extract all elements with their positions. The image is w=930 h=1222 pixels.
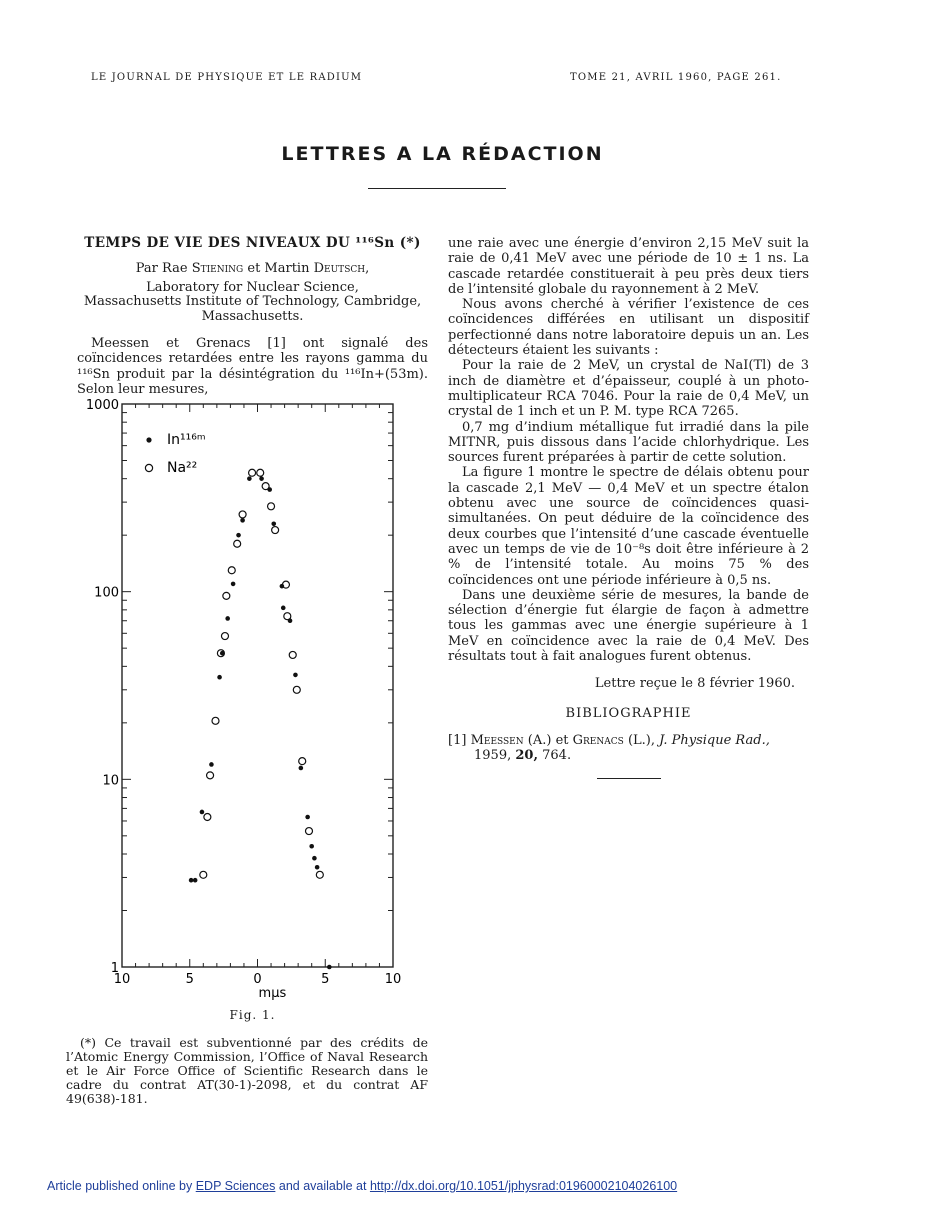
affiliation-line: Massachusetts.: [201, 308, 304, 324]
data-point-in116m: [312, 856, 317, 861]
running-header-issue: TOME 21, AVRIL 1960, PAGE 261.: [570, 72, 782, 83]
data-point-na22: [212, 717, 219, 724]
body-paragraph: Dans une deuxième série de mesures, la bande de sélection d’énergie fut élargie de façon à admettre tous les gammas avec une énergie supérieure à 1 MeV en coïncidence avec la raie de 0,4 MeV. Des résultats tout à fait analogues furent obtenus.: [448, 587, 809, 665]
data-point-na22: [305, 828, 312, 835]
footer-prefix: Article published online by: [47, 1179, 193, 1193]
data-point-in116m: [217, 675, 222, 680]
data-point-na22: [293, 686, 300, 693]
data-point-in116m: [299, 766, 304, 771]
data-point-na22: [262, 483, 269, 490]
data-point-na22: [257, 469, 264, 476]
affiliation: [77, 281, 428, 325]
intro-paragraph: Meessen et Grenacs [1] ont signalé des coïncidences retardées entre les rayons gamma du ¹¹⁶Sn produit par la désintégration du ¹¹⁶In+(53m). Selon leur mesures,: [77, 336, 428, 397]
author-deutsch: Deutsch,: [313, 261, 370, 277]
delay-spectrum-chart: [77, 396, 428, 1006]
y-tick-label: 10: [102, 773, 119, 789]
y-tick-label: 100: [94, 585, 119, 601]
affiliation-line: Massachusetts Institute of Technology, Cambridge,: [83, 294, 422, 310]
data-point-na22: [228, 567, 235, 574]
data-point-in116m: [327, 965, 332, 970]
data-point-na22: [234, 540, 241, 547]
data-point-na22: [221, 633, 228, 640]
data-point-na22: [200, 871, 207, 878]
bib-pages: 764.: [542, 748, 572, 764]
bib-number: [1]: [448, 732, 467, 748]
body-paragraph: une raie avec une énergie d’environ 2,15 MeV suit la raie de 0,41 MeV avec une période de 10 ± 1 ns. La cascade retardée constituerait à peu près deux tiers de l’intensité globale du rayonnement à 2 MeV.: [448, 236, 809, 297]
x-tick-label: 5: [321, 972, 330, 987]
figure-caption: Fig. 1.: [229, 1008, 276, 1022]
data-point-in116m: [309, 844, 314, 849]
section-title: LETTRES A LA RÉDACTION: [281, 143, 604, 165]
bibliography-rule: [597, 778, 661, 779]
data-point-na22: [223, 592, 230, 599]
doi-link[interactable]: http://dx.doi.org/10.1051/jphysrad:01960002104026100: [369, 1179, 678, 1193]
data-point-in116m: [200, 810, 205, 815]
bib-volume: 20,: [515, 748, 538, 764]
data-point-na22: [272, 527, 279, 534]
received-date: Lettre reçue le 8 février 1960.: [594, 676, 795, 692]
data-point-in116m: [247, 476, 252, 481]
bib-year: 1959,: [474, 748, 512, 764]
bib-text: (L.),: [627, 732, 655, 748]
data-point-na22: [204, 813, 211, 820]
y-tick-label: 1: [110, 961, 119, 976]
data-point-in116m: [240, 518, 245, 523]
article-title: TEMPS DE VIE DES NIVEAUX DU ¹¹⁶Sn (*): [84, 235, 421, 251]
data-point-na22: [284, 613, 291, 620]
bib-author: Grenacs: [572, 732, 624, 748]
publisher-link[interactable]: EDP Sciences: [195, 1179, 276, 1193]
x-tick-label: 0: [253, 972, 262, 987]
body-paragraph: Nous avons cherché à vérifier l’existence de ces coïncidences différées en utilisant un dispositif perfectionné dans notre laboratoire depuis un an. Les détecteurs étaient les suivants :: [448, 297, 809, 359]
data-point-na22: [239, 511, 246, 518]
bib-author: Meessen: [470, 732, 524, 748]
footnote: (*) Ce travail est subventionné par des crédits de l’Atomic Energy Commission, l’Office of Naval Research et le Air Force Office of Scientific Research dans le cadre du contrat AT(30-1)-2098, et du contrat AF 49(638)-181.: [66, 1035, 428, 1106]
bibliography-heading: BIBLIOGRAPHIE: [565, 705, 692, 721]
plot-frame: [122, 404, 393, 967]
footer-middle: and available at: [278, 1179, 367, 1193]
byline-par: Par Rae: [135, 261, 188, 277]
data-point-in116m: [193, 878, 198, 883]
y-tick-label: 1000: [85, 398, 119, 413]
data-point-in116m: [293, 673, 298, 678]
data-point-in116m: [305, 815, 310, 820]
bib-journal: J. Physique Rad.,: [659, 732, 770, 748]
publication-footer: [47, 1179, 677, 1193]
data-point-na22: [268, 503, 275, 510]
legend-label-in116m: In¹¹⁶ᵐ: [167, 432, 206, 448]
section-rule: [368, 188, 506, 189]
running-header-journal: LE JOURNAL DE PHYSIQUE ET LE RADIUM: [91, 72, 363, 83]
body-paragraph: La figure 1 montre le spectre de délais obtenu pour la cascade 2,1 MeV — 0,4 MeV et un spectre étalon obtenu avec une source de coïncidences quasi-simultanées. On peut déduire de la coïncidence des deux courbes que l’intensité d’une cascade éventuelle avec un temps de vie de 10⁻⁸s doit être inférieure à 2 % de l’intensité totale. Au moins 75 % des coïncidences ont une période inférieure à 0,5 ns.: [448, 465, 809, 588]
authors: [77, 261, 428, 276]
data-point-in116m: [189, 878, 194, 883]
bibliography-entry: [448, 733, 809, 764]
data-point-in116m: [281, 606, 286, 611]
legend-marker-filled: [146, 437, 151, 442]
legend-label-na22: Na²²: [167, 460, 198, 476]
data-point-in116m: [225, 616, 230, 621]
bib-text: (A.) et: [527, 732, 569, 748]
data-point-in116m: [236, 533, 241, 538]
data-point-in116m: [209, 762, 214, 767]
x-tick-label: 10: [113, 972, 131, 987]
x-tick-label: 5: [185, 972, 194, 987]
data-point-na22: [249, 469, 256, 476]
data-point-in116m: [315, 865, 320, 870]
data-point-in116m: [231, 582, 236, 587]
legend-marker-open: [145, 464, 152, 471]
body-paragraph: 0,7 mg d’indium métallique fut irradié dans la pile MITNR, puis dissous dans l’acide chlorhydrique. Les sources furent préparées à partir de cette solution.: [448, 419, 809, 466]
data-point-na22: [289, 651, 296, 658]
data-point-na22: [299, 758, 306, 765]
x-tick-label: 10: [384, 972, 402, 987]
left-column: [77, 236, 428, 397]
author-stiening: Stiening: [191, 261, 244, 277]
data-point-in116m: [259, 476, 264, 481]
data-point-na22: [316, 871, 323, 878]
affiliation-line: Laboratory for Nuclear Science,: [146, 279, 359, 295]
data-point-na22: [207, 772, 214, 779]
body-paragraph: Pour la raie de 2 MeV, un crystal de NaI(Tl) de 3 inch de diamètre et d’épaisseur, couplé à un photo-multiplicateur RCA 7046. Pour la raie de 0,4 MeV, un crystal de 1 inch et un P. M. type RCA 7265.: [448, 358, 809, 420]
x-axis-label: mμs: [258, 986, 287, 1001]
figure-1: [77, 396, 428, 1006]
byline-et: et Martin: [247, 261, 310, 277]
right-column: [448, 236, 809, 779]
data-point-in116m: [271, 521, 276, 526]
